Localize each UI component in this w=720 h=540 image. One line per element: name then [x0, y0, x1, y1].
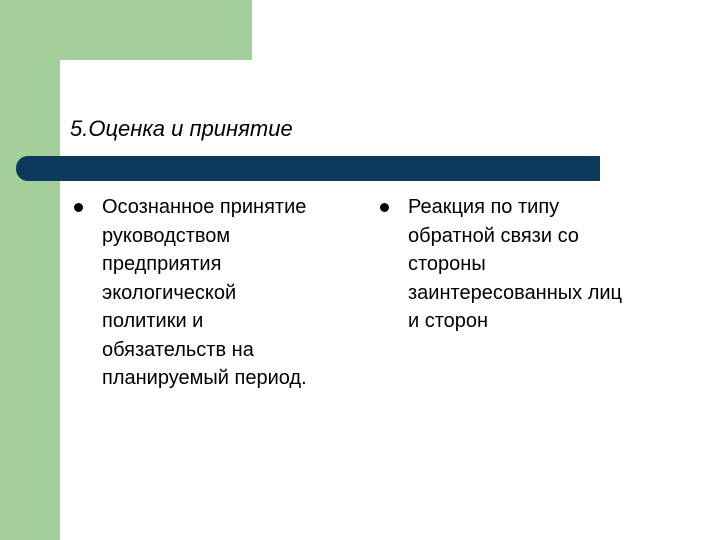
- decorative-rounded-corner: [60, 60, 120, 120]
- bullet-dot-icon: [380, 203, 389, 212]
- bullet-dot-icon: [74, 203, 83, 212]
- decorative-green-top-band: [0, 0, 252, 60]
- bullet-text-left: Осознанное принятие руководством предприятия экологической политики и обязательств на планируемый период.: [102, 196, 307, 389]
- decorative-green-sidebar: [0, 0, 60, 540]
- bullet-item-right: [380, 193, 680, 336]
- bullet-text-right: Реакция по типу обратной связи со стороны заинтересованных лиц и сторон: [408, 196, 623, 332]
- title-underline-bar: [16, 156, 600, 181]
- bullet-item-left: [74, 193, 354, 393]
- slide-title: 5.Оценка и принятие: [70, 116, 293, 141]
